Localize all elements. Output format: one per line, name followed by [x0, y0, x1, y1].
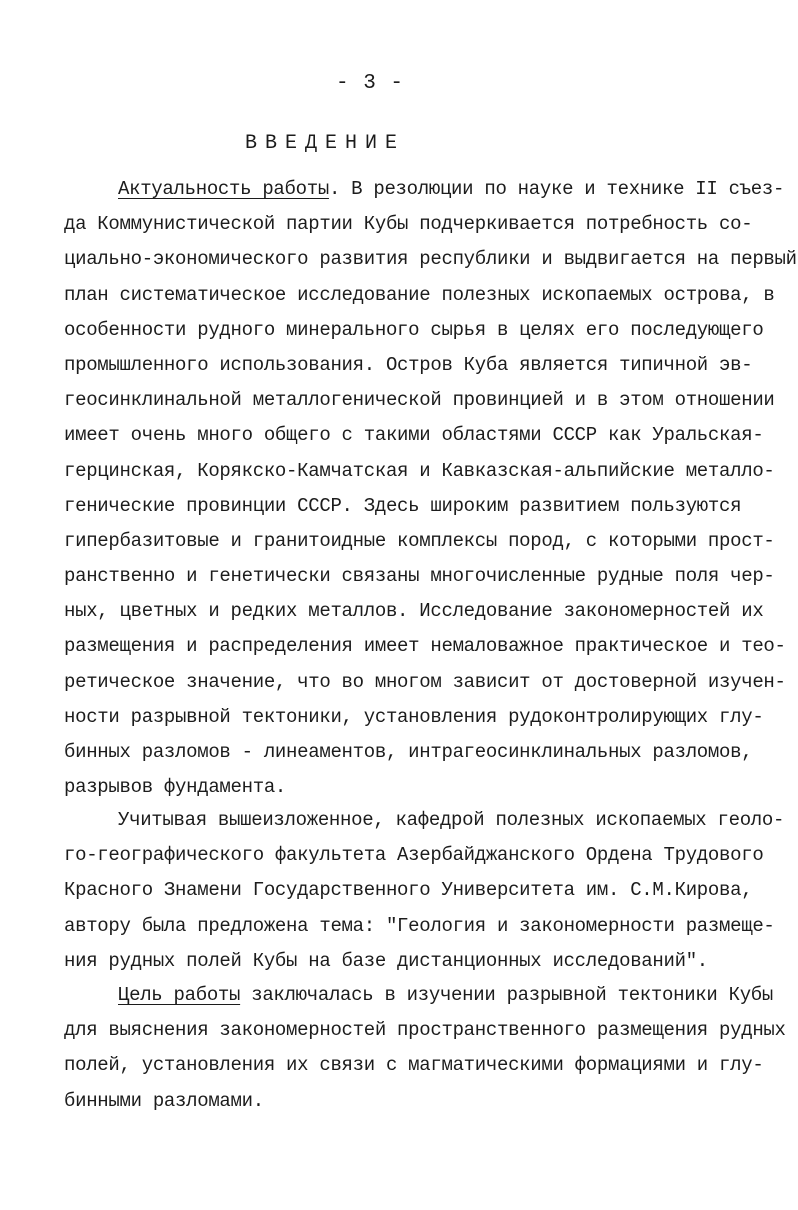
- text-line: гипербазитовые и гранитоидные комплексы пород, с которыми прост-: [64, 529, 775, 552]
- text-line: план систематическое исследование полезных ископаемых острова, в: [64, 283, 775, 306]
- text-line: бинных разломов - линеаментов, интрагеосинклинальных разломов,: [64, 741, 753, 763]
- text-line: ранственно и генетически связаны многочисленные рудные поля чер-: [64, 565, 775, 588]
- text-line: геосинклинальной металлогенической провинцией и в этом отношении: [64, 389, 775, 412]
- paragraph-goal: [64, 978, 786, 1119]
- paragraph-topic: [64, 803, 785, 979]
- text-line: размещения и распределения имеет немаловажное практическое и тео-: [64, 635, 786, 658]
- text-line: ности разрывной тектоники, установления рудоконтролирующих глу-: [64, 705, 764, 728]
- text-line: бинными разломами.: [64, 1089, 264, 1112]
- text-line: да Коммунистической партии Кубы подчеркивается потребность со-: [64, 213, 753, 236]
- text-line: особенности рудного минерального сырья в целях его последующего: [64, 318, 764, 341]
- text-line: генические провинции СССР. Здесь широким развитием пользуются: [64, 494, 742, 517]
- text-line: [64, 172, 785, 207]
- paragraph-relevance: [64, 172, 797, 805]
- text-line: герцинская, Корякско-Камчатская и Кавказская-альпийские металло-: [64, 459, 775, 482]
- text-line: циально-экономического развития республики и выдвигается на первый: [64, 248, 797, 271]
- text-line: Учитывая вышеизложенное, кафедрой полезных ископаемых геоло-: [118, 809, 785, 831]
- text-line: для выяснения закономерностей пространственного размещения рудных: [64, 1019, 786, 1042]
- text-line: имеет очень много общего с такими областями СССР как Уральская-: [64, 424, 764, 447]
- text-line: [64, 978, 774, 1013]
- page-number: - 3 -: [335, 72, 404, 95]
- section-title: ВВЕДЕНИЕ: [245, 132, 406, 155]
- text-line: ния рудных полей Кубы на базе дистанционных исследований".: [64, 949, 708, 972]
- relevance-heading: Актуальность работы: [118, 178, 329, 200]
- text-line: Красного Знамени Государственного Университета им. С.М.Кирова,: [64, 879, 753, 902]
- text-line: го-географического факультета Азербайджанского Ордена Трудового: [64, 844, 764, 867]
- text-line: промышленного использования. Остров Куба является типичной эв-: [64, 353, 753, 376]
- goal-heading: Цель работы: [118, 984, 241, 1006]
- text-line: полей, установления их связи с магматическими формациями и глу-: [64, 1054, 764, 1077]
- text-line: ных, цветных и редких металлов. Исследование закономерностей их: [64, 600, 764, 623]
- text-line: автору была предложена тема: "Геология и закономерности размеще-: [64, 914, 775, 937]
- text-line: разрывов фундамента.: [64, 776, 287, 799]
- text-segment: . В резолюции по науке и технике II съез-: [328, 178, 785, 200]
- text-line: ретическое значение, что во многом зависит от достоверной изучен-: [64, 670, 786, 693]
- text-segment: заключалась в изучении разрывной тектоники Кубы: [240, 984, 774, 1006]
